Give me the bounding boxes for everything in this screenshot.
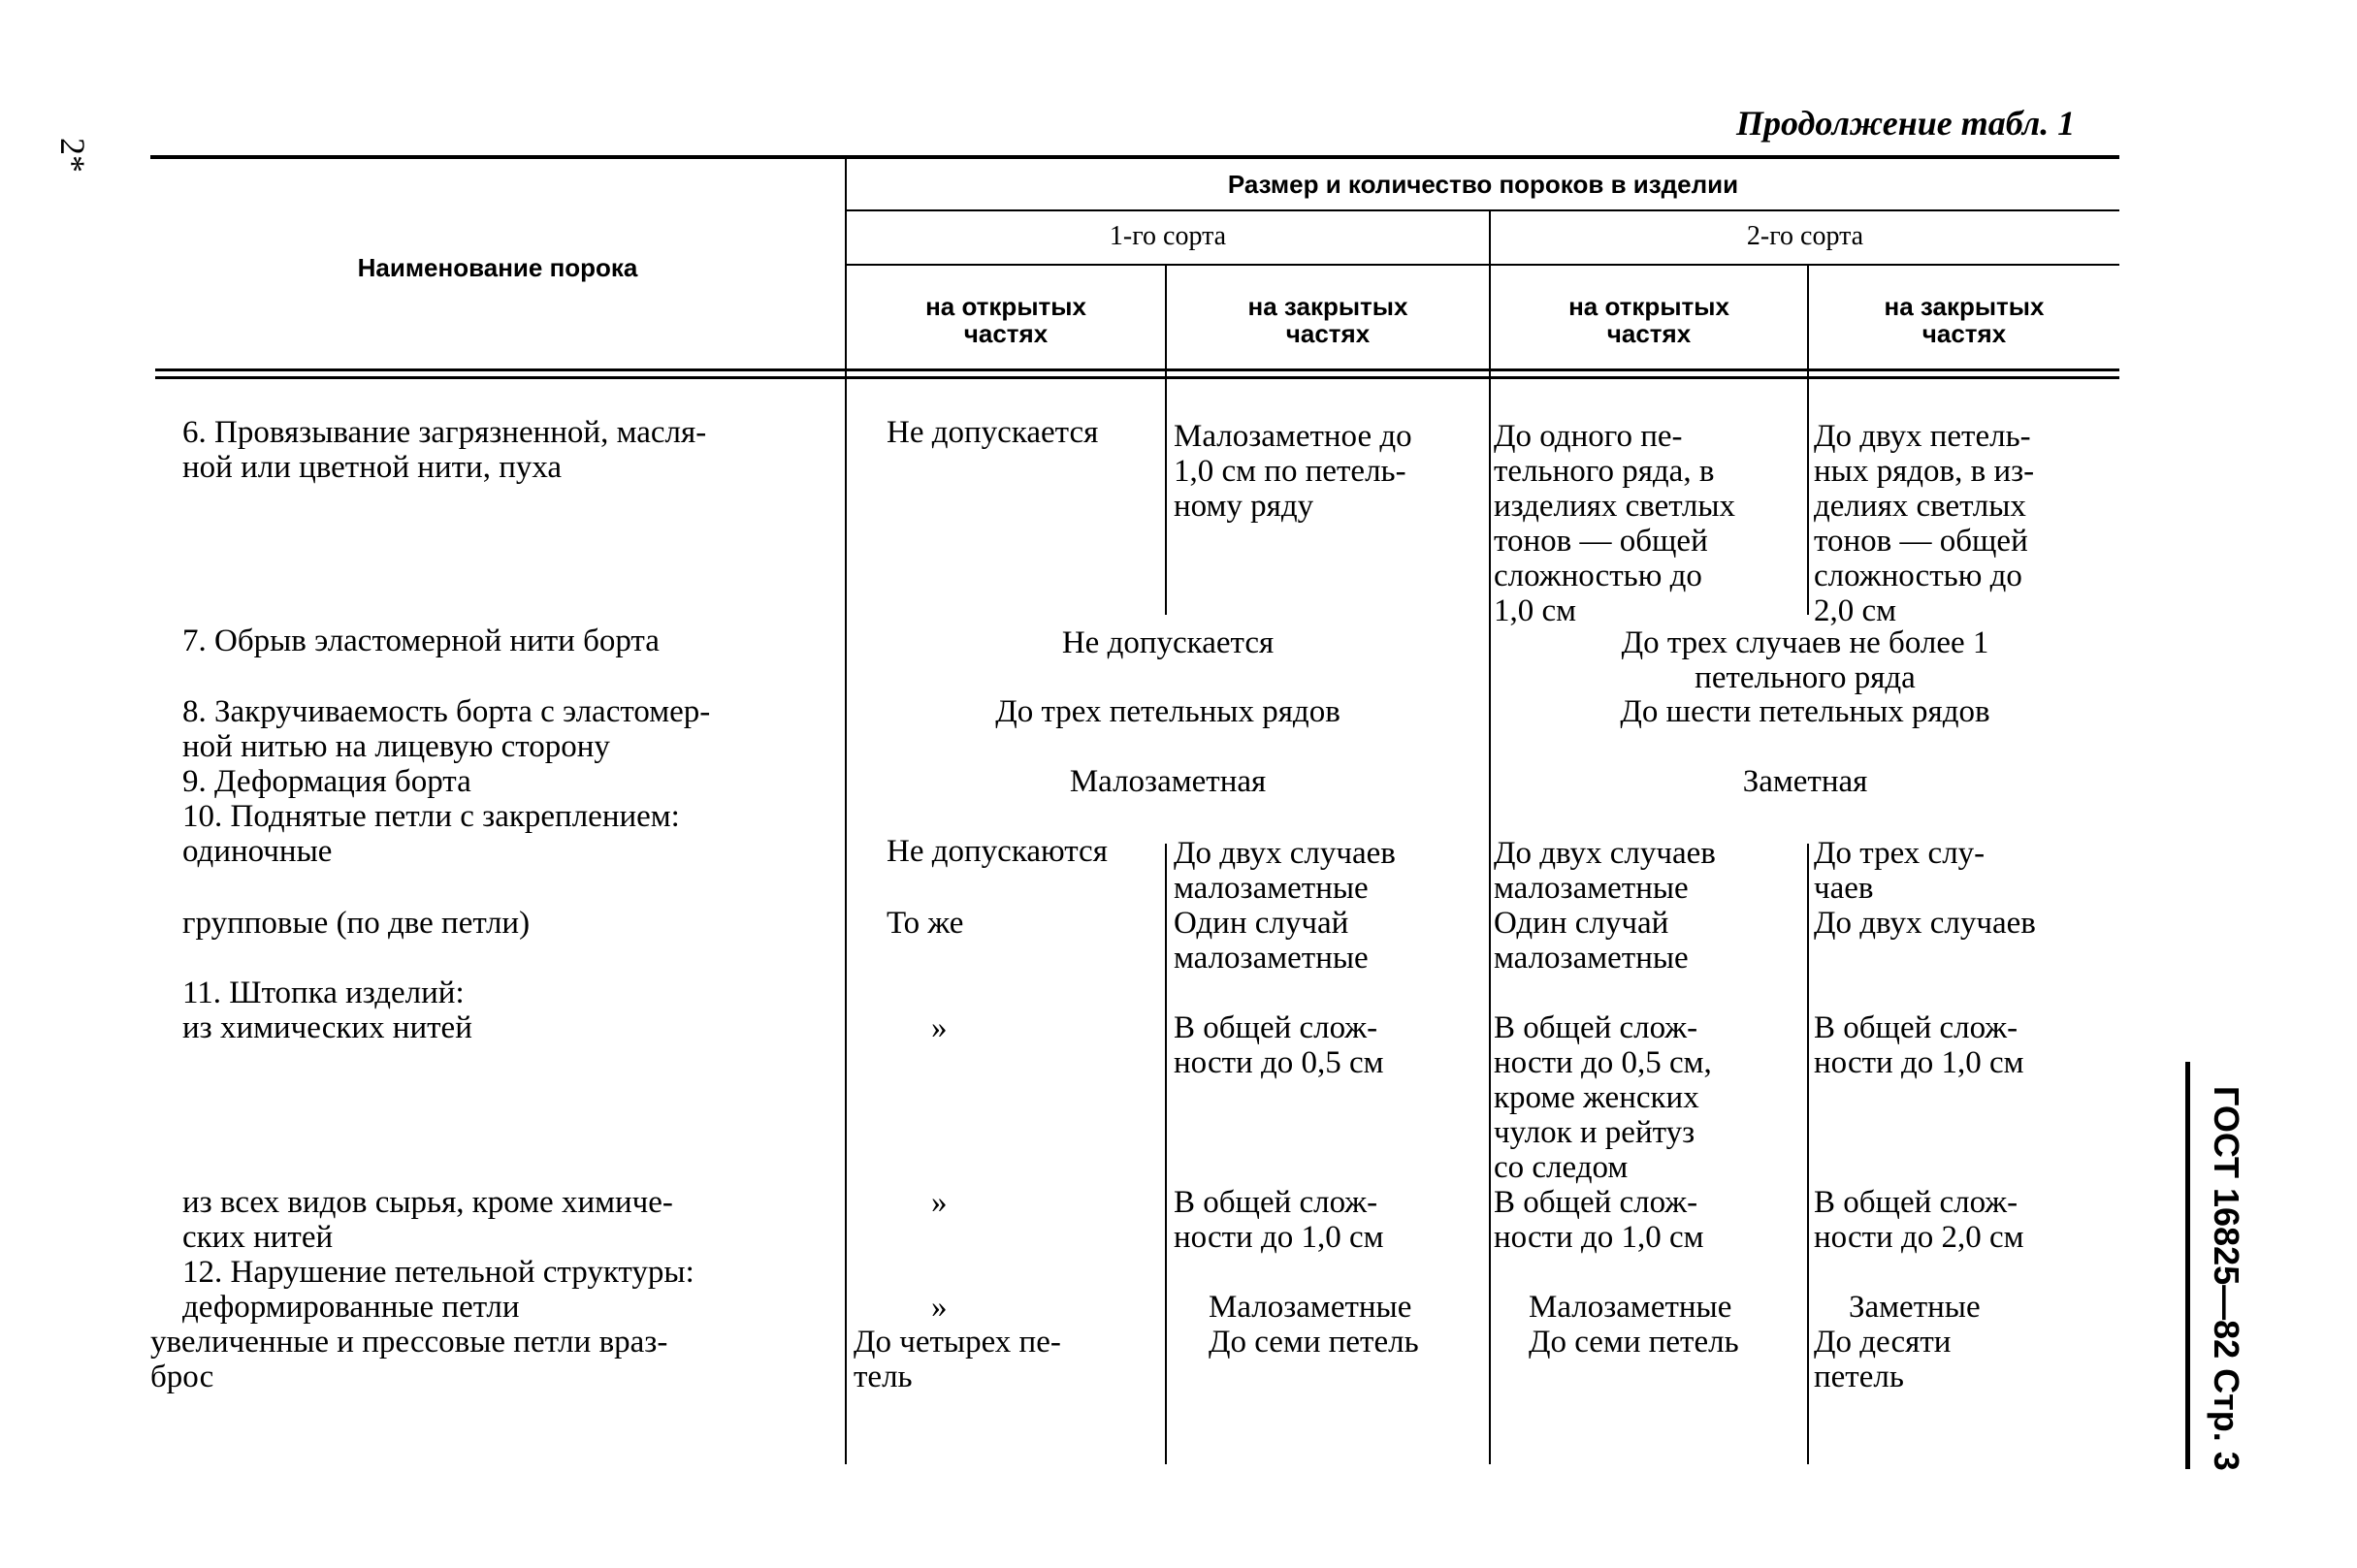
row7-name: 7. Обрыв эластомерной нити борта — [182, 624, 660, 658]
row12-deformed-g2-closed: Заметные — [1849, 1290, 1981, 1325]
row12-enlarged-name: увеличенные и прессовые петли враз- брос — [150, 1325, 668, 1394]
row11-all-name: из всех видов сырья, кроме химиче- ских нитей — [182, 1185, 673, 1255]
row10-group-g2-open: Один случай малозаметные — [1494, 906, 1689, 976]
header-defect-name: Наименование порока — [357, 253, 638, 282]
row12-enlarged-g1-open: До четырех пе- тель — [854, 1325, 1061, 1394]
row10-group-g2-closed: До двух случаев — [1814, 906, 2036, 941]
col-divider-name — [845, 155, 847, 1464]
header-bottom-rule-a — [155, 368, 2119, 371]
row12-enlarged-g2-open: До семи петель — [1529, 1325, 1739, 1360]
col-divider-grade — [1489, 211, 1491, 1464]
header-bottom-rule-b — [155, 376, 2119, 379]
header-size-count: Размер и количество пороков в изделии — [1227, 170, 1739, 199]
table-top-rule — [150, 155, 2119, 159]
row7-g1: Не допускается — [1061, 625, 1275, 660]
row12-enlarged-g2-closed: До десяти петель — [1814, 1325, 1952, 1394]
row11-all-g2-closed: В общей слож- ности до 2,0 см — [1814, 1185, 2024, 1255]
row6-g2-closed: До двух петель- ных рядов, в из- делиях светлых тонов — общей сложностью до 2,0 см — [1814, 419, 2035, 628]
row11-chem-g1-open: » — [931, 1010, 948, 1045]
row7-g2: До трех случаев не более 1 петельного ряда — [1621, 625, 1989, 695]
header-rule-1 — [847, 209, 2119, 211]
row11-all-g1-closed: В общей слож- ности до 1,0 см — [1174, 1185, 1384, 1255]
continuation-label: Продолжение табл. 1 — [1736, 104, 2076, 143]
row11-chem-g2-open: В общей слож- ности до 0,5 см, кроме женских чулок и рейтуз со следом — [1494, 1010, 1712, 1185]
row8-g1: До трех петельных рядов — [995, 694, 1340, 729]
row12-name: 12. Нарушение петельной структуры: — [182, 1255, 694, 1290]
row12-deformed-g1-open: » — [931, 1290, 948, 1325]
page-mark: 2* — [53, 138, 92, 173]
header-g2-closed: на закрытых частях — [1884, 292, 2045, 348]
row12-enlarged-g1-closed: До семи петель — [1209, 1325, 1419, 1360]
header-grade-1: 1-го сорта — [1109, 221, 1227, 251]
col-divider-g2-bottom — [1807, 844, 1809, 1464]
header-g1-closed: на закрытых частях — [1247, 292, 1408, 348]
row6-g1-open: Не допускается — [887, 415, 1099, 450]
row10-single-g2-closed: До трех слу- чаев — [1814, 836, 1986, 906]
row10-group-g1-closed: Один случай малозаметные — [1174, 906, 1369, 976]
row8-name: 8. Закручиваемость борта с эластомер- ной нитью на лицевую сторону — [182, 694, 711, 764]
row10-single-g1-open: Не допускаются — [887, 834, 1108, 869]
row9-g2: Заметная — [1742, 764, 1868, 799]
row8-g2: До шести петельных рядов — [1620, 694, 1990, 729]
row10-name: 10. Поднятые петли с закреплением: — [182, 799, 680, 834]
row11-all-g2-open: В общей слож- ности до 1,0 см — [1494, 1185, 1704, 1255]
row9-name: 9. Деформация борта — [182, 764, 471, 799]
col-divider-g1-bottom — [1165, 844, 1167, 1464]
header-grade-2: 2-го сорта — [1746, 221, 1864, 251]
side-gost-label: ГОСТ 16825—82 Стр. 3 — [2207, 1086, 2246, 1471]
row11-all-g1-open: » — [931, 1185, 948, 1220]
row11-chem-g2-closed: В общей слож- ности до 1,0 см — [1814, 1010, 2024, 1080]
row12-deformed-name: деформированные петли — [182, 1290, 520, 1325]
row11-name: 11. Штопка изделий: — [182, 976, 465, 1010]
row11-chem-name: из химических нитей — [182, 1010, 472, 1045]
row12-deformed-g1-closed: Малозаметные — [1209, 1290, 1412, 1325]
row11-chem-g1-closed: В общей слож- ности до 0,5 см — [1174, 1010, 1384, 1080]
row10-single-g2-open: До двух случаев малозаметные — [1494, 836, 1716, 906]
row10-single-g1-closed: До двух случаев малозаметные — [1174, 836, 1396, 906]
row12-deformed-g2-open: Малозаметные — [1529, 1290, 1732, 1325]
header-g2-open: на открытых частях — [1568, 292, 1729, 348]
row10-single-name: одиночные — [182, 834, 333, 869]
row6-g1-closed: Малозаметное до 1,0 см по петель- ному ряду — [1174, 419, 1412, 524]
row6-g2-open: До одного пе- тельного ряда, в изделиях светлых тонов — общей сложностью до 1,0 см — [1494, 419, 1736, 628]
row10-group-name: групповые (по две петли) — [182, 906, 531, 941]
row6-name: 6. Провязывание загрязненной, масля- ной или цветной нити, пуха — [182, 415, 707, 485]
header-rule-2 — [847, 264, 2119, 266]
header-g1-open: на открытых частях — [925, 292, 1086, 348]
row9-g1: Малозаметная — [1069, 764, 1267, 799]
side-rule — [2185, 1062, 2190, 1469]
row10-group-g1-open: То же — [887, 906, 964, 941]
